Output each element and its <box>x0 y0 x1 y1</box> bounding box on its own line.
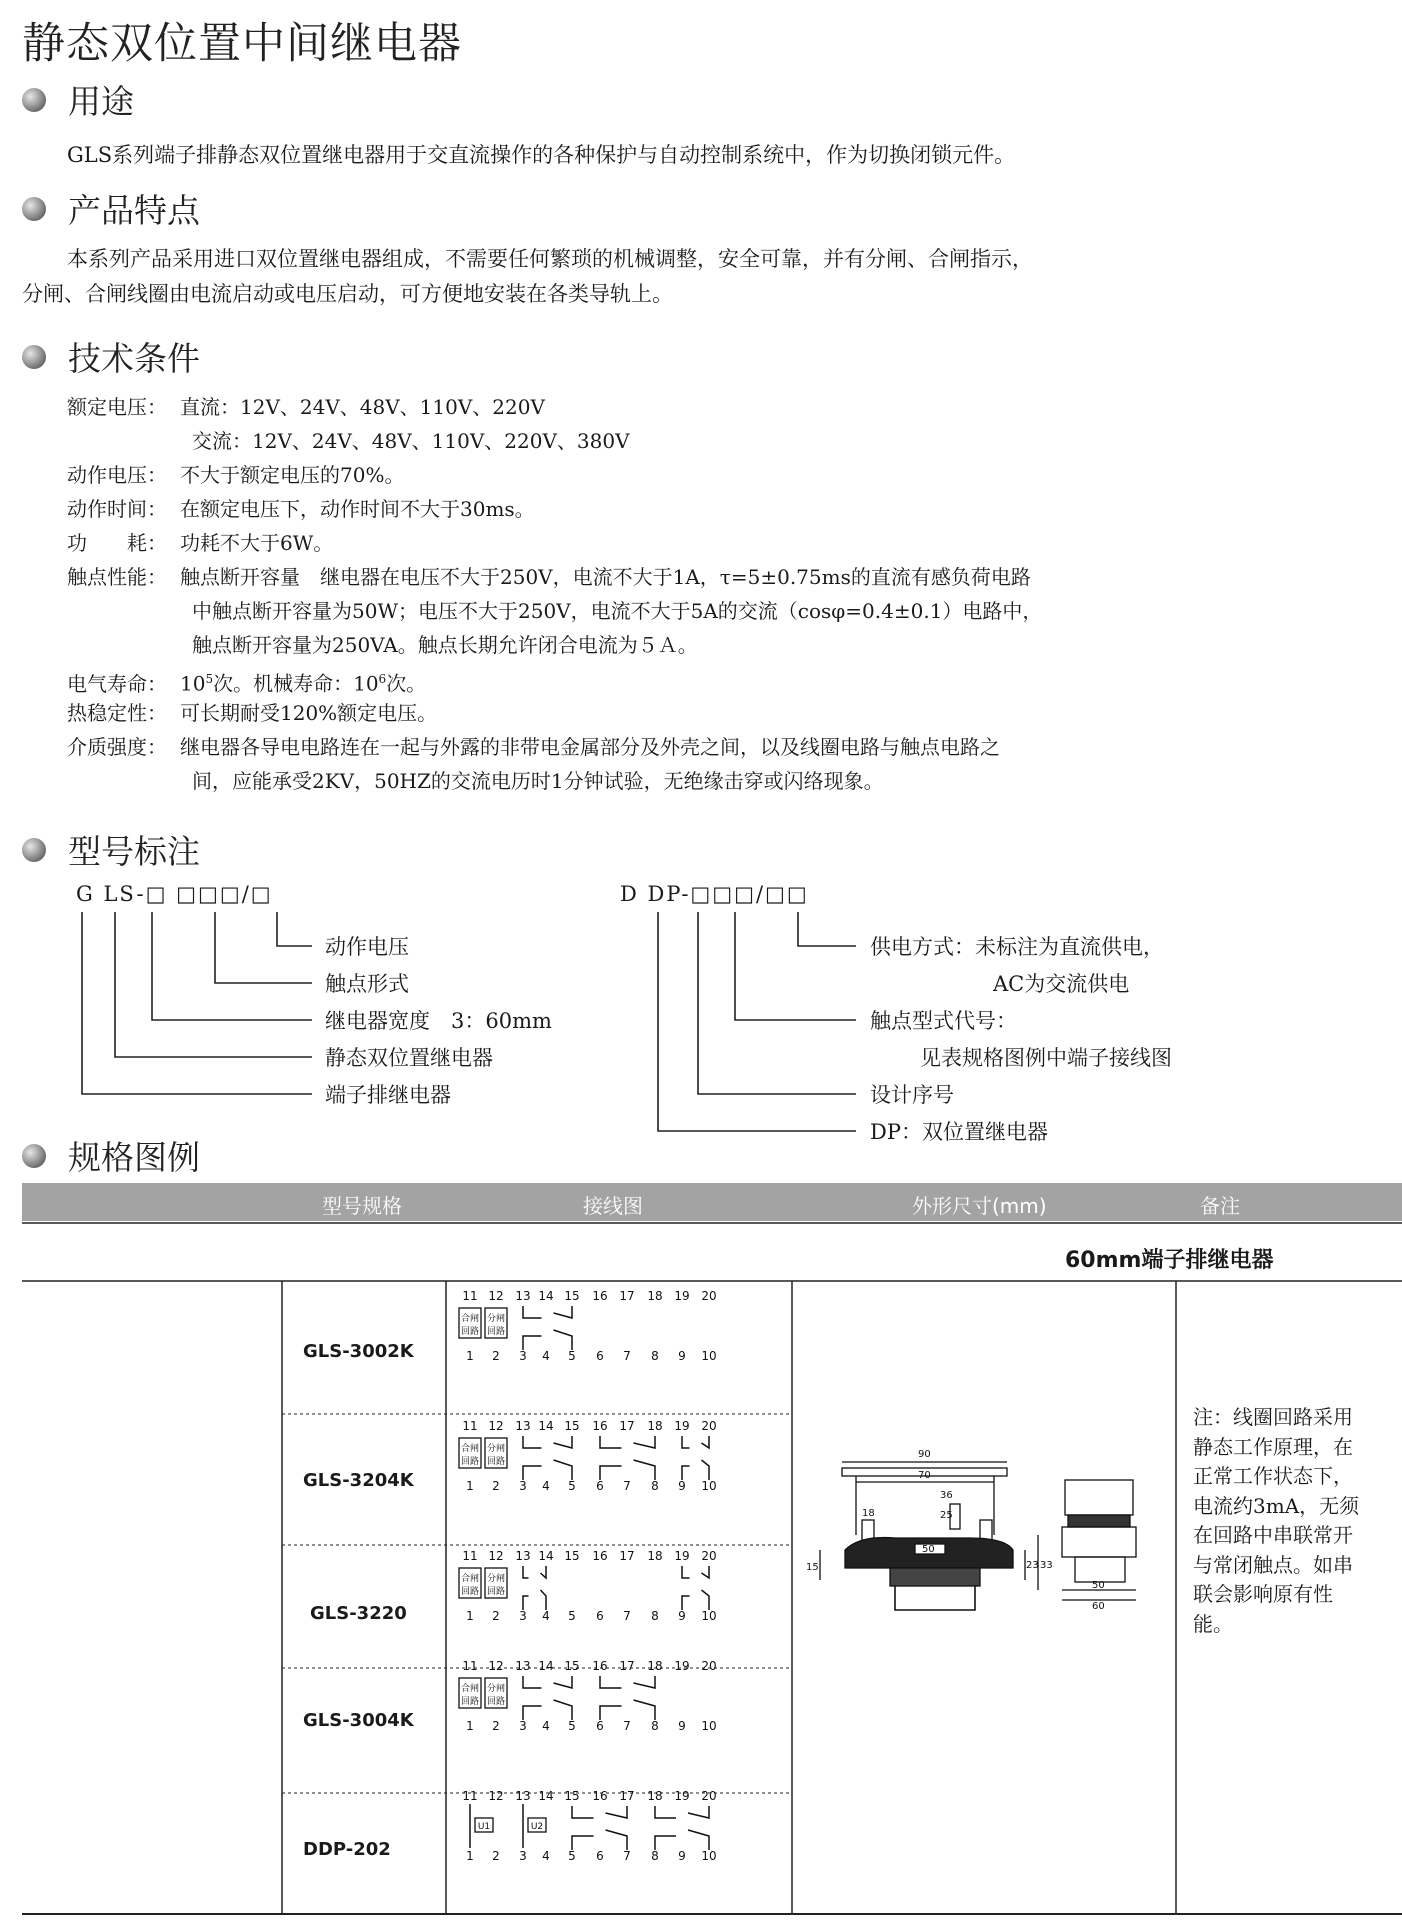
terminal-label-top: 14 <box>538 1419 554 1433</box>
terminal-label-bottom: 4 <box>542 1479 550 1493</box>
terminal-label-bottom: 4 <box>542 1349 550 1363</box>
coil-box-label: 分闸 <box>486 1574 506 1584</box>
coil-box-label: 回路 <box>486 1697 506 1707</box>
dim-label: 90 <box>918 1449 931 1460</box>
coil-box-label: 回路 <box>460 1587 480 1597</box>
dim-label: 15 <box>806 1562 819 1573</box>
section-heading: 型号标注 <box>68 832 200 871</box>
terminal-label-top: 11 <box>462 1659 478 1673</box>
terminal-label-top: 17 <box>619 1289 635 1303</box>
dim-label: 23 <box>1026 1560 1039 1571</box>
terminal-label-bottom: 10 <box>701 1849 717 1863</box>
spec-key: 电气寿命： <box>67 671 167 696</box>
terminal-label-top: 20 <box>701 1789 717 1803</box>
table-row-model: GLS-3204K <box>303 1470 414 1491</box>
table-header-dimensions: 外形尺寸(mm) <box>912 1194 1047 1218</box>
spec-key: 功 耗： <box>67 531 167 555</box>
terminal-label-top: 13 <box>515 1419 531 1433</box>
terminal-label-bottom: 6 <box>596 1849 604 1863</box>
model-label-right-2: AC为交流供电 <box>993 972 1130 996</box>
terminal-label-bottom: 4 <box>542 1849 550 1863</box>
terminal-label-bottom: 10 <box>701 1719 717 1733</box>
terminal-label-top: 11 <box>462 1419 478 1433</box>
terminal-label-top: 11 <box>462 1549 478 1563</box>
table-group-title: 60mm端子排继电器 <box>1065 1248 1274 1273</box>
contact-no-icon <box>682 1460 709 1480</box>
table-row-model: GLS-3004K <box>303 1710 414 1731</box>
table-row-model: GLS-3002K <box>303 1341 414 1362</box>
terminal-label-top: 13 <box>515 1789 531 1803</box>
bullet-icon <box>22 1144 46 1168</box>
terminal-label-top: 12 <box>488 1789 504 1803</box>
usage-text: GLS系列端子排静态双位置继电器用于交直流操作的各种保护与自动控制系统中，作为切换闭锁元件。 <box>67 143 1016 167</box>
wiring-diagrams <box>446 1280 792 1920</box>
model-label-left-5: 端子排继电器 <box>325 1083 451 1107</box>
terminal-label-top: 13 <box>515 1549 531 1563</box>
spec-life-a-exp: 5 <box>205 672 214 686</box>
terminal-label-bottom: 5 <box>568 1479 576 1493</box>
model-label-right-5: 设计序号 <box>870 1083 954 1107</box>
contact-no-icon <box>523 1330 572 1350</box>
contact-no-icon <box>600 1700 655 1720</box>
terminal-label-bottom: 8 <box>651 1719 659 1733</box>
terminal-label-bottom: 4 <box>542 1719 550 1733</box>
contact-no-icon <box>523 1590 546 1610</box>
dim-label: 36 <box>940 1490 953 1501</box>
contact-nc-icon <box>523 1566 546 1578</box>
coil-box-label: 回路 <box>460 1697 480 1707</box>
spec-value: 不大于额定电压的70%。 <box>180 463 405 487</box>
dim-label: 70 <box>918 1470 931 1481</box>
contact-nc-icon <box>682 1436 709 1448</box>
terminal-label-top: 19 <box>674 1419 690 1433</box>
contact-nc-icon <box>523 1436 572 1448</box>
terminal-label-bottom: 6 <box>596 1719 604 1733</box>
terminal-label-bottom: 3 <box>519 1719 527 1733</box>
contact-nc-icon <box>600 1436 655 1448</box>
model-label-right-6: DP：双位置继电器 <box>870 1120 1048 1144</box>
terminal-label-top: 12 <box>488 1659 504 1673</box>
terminal-label-top: 20 <box>701 1289 717 1303</box>
terminal-label-top: 18 <box>647 1789 663 1803</box>
terminal-label-bottom: 7 <box>623 1719 631 1733</box>
terminal-label-top: 18 <box>647 1659 663 1673</box>
terminal-label-top: 16 <box>592 1549 608 1563</box>
coil-box-label: U1 <box>477 1822 491 1832</box>
terminal-label-bottom: 3 <box>519 1609 527 1623</box>
model-label-left-2: 触点形式 <box>325 972 409 996</box>
terminal-label-top: 15 <box>564 1549 580 1563</box>
terminal-label-bottom: 1 <box>466 1609 474 1623</box>
spec-key: 额定电压： <box>67 395 167 419</box>
terminal-label-top: 18 <box>647 1289 663 1303</box>
terminal-label-top: 12 <box>488 1419 504 1433</box>
terminal-label-top: 11 <box>462 1789 478 1803</box>
terminal-label-top: 15 <box>564 1419 580 1433</box>
terminal-label-bottom: 10 <box>701 1479 717 1493</box>
table-header-model: 型号规格 <box>322 1194 402 1218</box>
spec-life-b: 次。机械寿命：10 <box>213 671 379 696</box>
contact-no-icon <box>600 1460 655 1480</box>
terminal-label-bottom: 1 <box>466 1349 474 1363</box>
table-note: 注：线圈回路采用静态工作原理，在正常工作状态下，电流约3mA，无须在回路中串联常开与常闭触点。如串联会影响原有性能。 <box>1193 1405 1360 1636</box>
contact-no-icon <box>523 1700 572 1720</box>
contact-no-icon <box>655 1830 709 1850</box>
terminal-label-top: 15 <box>564 1659 580 1673</box>
features-line2: 分闸、合闸线圈由电流启动或电压启动，可方便地安装在各类导轨上。 <box>22 282 673 306</box>
terminal-label-top: 15 <box>564 1789 580 1803</box>
coil-box-label: 分闸 <box>486 1684 506 1694</box>
terminal-label-top: 20 <box>701 1549 717 1563</box>
coil-box-label: 分闸 <box>486 1314 506 1324</box>
terminal-label-bottom: 9 <box>678 1849 686 1863</box>
table-row-model: GLS-3220 <box>310 1603 407 1624</box>
terminal-label-top: 13 <box>515 1289 531 1303</box>
dim-label: 50 <box>1092 1580 1105 1591</box>
spec-value: 触点断开容量 继电器在电压不大于250V，电流不大于1A，τ=5±0.75ms的直流有感负荷电路 <box>180 565 1031 589</box>
coil-box-label: 合闸 <box>460 1314 480 1324</box>
terminal-label-bottom: 8 <box>651 1349 659 1363</box>
contact-nc-icon <box>600 1676 655 1688</box>
spec-key: 介质强度： <box>67 735 167 759</box>
dim-label: 60 <box>1092 1601 1105 1612</box>
terminal-label-bottom: 6 <box>596 1349 604 1363</box>
spec-rated-voltage-ac: 交流：12V、24V、48V、110V、220V、380V <box>192 429 630 453</box>
spec-value: 功耗不大于6W。 <box>180 531 334 555</box>
spec-life-c: 次。 <box>386 671 427 696</box>
coil-box-label: 合闸 <box>460 1574 480 1584</box>
terminal-label-bottom: 10 <box>701 1349 717 1363</box>
terminal-label-bottom: 2 <box>492 1609 500 1623</box>
contact-nc-icon <box>523 1306 572 1318</box>
model-label-right-4: 见表规格图例中端子接线图 <box>920 1046 1172 1070</box>
model-label-right-1: 供电方式：未标注为直流供电， <box>870 935 1164 959</box>
contact-nc-icon <box>523 1676 572 1688</box>
model-label-right-3: 触点型式代号： <box>870 1009 1017 1033</box>
spec-key: 动作时间： <box>67 497 167 521</box>
section-spec <box>22 1132 200 1179</box>
terminal-label-bottom: 2 <box>492 1479 500 1493</box>
dim-label: 33 <box>1040 1560 1053 1571</box>
contact-nc-icon <box>655 1806 709 1818</box>
page-title: 静态双位置中间继电器 <box>22 19 462 69</box>
coil-box-label: 回路 <box>486 1457 506 1467</box>
dimension-drawing <box>800 1440 1160 1640</box>
spec-value: 直流：12V、24V、48V、110V、220V <box>180 395 545 419</box>
terminal-label-bottom: 2 <box>492 1349 500 1363</box>
terminal-label-bottom: 9 <box>678 1349 686 1363</box>
terminal-label-top: 17 <box>619 1789 635 1803</box>
coil-box-label: 回路 <box>460 1457 480 1467</box>
dim-label: 25 <box>940 1510 953 1521</box>
terminal-label-top: 20 <box>701 1659 717 1673</box>
terminal-label-bottom: 5 <box>568 1849 576 1863</box>
terminal-label-bottom: 8 <box>651 1609 659 1623</box>
terminal-label-top: 17 <box>619 1659 635 1673</box>
coil-box-label: 回路 <box>486 1327 506 1337</box>
spec-value: 继电器各导电电路连在一起与外露的非带电金属部分及外壳之间，以及线圈电路与触点电路之 <box>180 735 1000 759</box>
terminal-label-top: 15 <box>564 1289 580 1303</box>
terminal-label-bottom: 5 <box>568 1609 576 1623</box>
model-code-right: D DP-□□□/□□ <box>620 882 809 906</box>
dim-label: 18 <box>862 1508 875 1519</box>
contact-no-icon <box>572 1830 627 1850</box>
model-code-left: G LS-□ □□□/□ <box>76 882 273 906</box>
terminal-label-bottom: 5 <box>568 1719 576 1733</box>
terminal-label-bottom: 9 <box>678 1479 686 1493</box>
terminal-label-bottom: 9 <box>678 1609 686 1623</box>
terminal-label-bottom: 2 <box>492 1719 500 1733</box>
terminal-label-top: 19 <box>674 1549 690 1563</box>
terminal-label-top: 13 <box>515 1659 531 1673</box>
spec-key: 动作电压： <box>67 463 167 487</box>
terminal-label-top: 16 <box>592 1659 608 1673</box>
terminal-label-top: 12 <box>488 1289 504 1303</box>
terminal-label-top: 17 <box>619 1419 635 1433</box>
terminal-label-top: 11 <box>462 1289 478 1303</box>
spec-life-a: 10 <box>180 671 206 696</box>
terminal-label-bottom: 3 <box>519 1849 527 1863</box>
coil-box-label: 合闸 <box>460 1684 480 1694</box>
terminal-label-top: 16 <box>592 1789 608 1803</box>
section-heading: 用途 <box>68 82 134 121</box>
terminal-label-top: 14 <box>538 1289 554 1303</box>
terminal-label-bottom: 7 <box>623 1479 631 1493</box>
terminal-label-bottom: 3 <box>519 1479 527 1493</box>
section-heading: 规格图例 <box>68 1138 200 1177</box>
coil-box-label: 分闸 <box>486 1444 506 1454</box>
terminal-label-bottom: 7 <box>623 1609 631 1623</box>
spec-value: 在额定电压下，动作时间不大于30ms。 <box>180 497 535 521</box>
terminal-label-top: 18 <box>647 1549 663 1563</box>
terminal-label-bottom: 6 <box>596 1609 604 1623</box>
spec-contact-line2: 中触点断开容量为50W；电压不大于250V，电流不大于5A的交流（cosφ=0.4±0.1）电路中， <box>192 599 1043 623</box>
terminal-label-bottom: 4 <box>542 1609 550 1623</box>
terminal-label-bottom: 8 <box>651 1479 659 1493</box>
terminal-label-bottom: 1 <box>466 1479 474 1493</box>
contact-nc-icon <box>682 1566 709 1578</box>
terminal-label-bottom: 2 <box>492 1849 500 1863</box>
coil-box-label: 回路 <box>460 1327 480 1337</box>
contact-no-icon <box>682 1590 709 1610</box>
spec-contact-line3: 触点断开容量为250VA。触点长期允许闭合电流为５Ａ。 <box>192 633 698 657</box>
model-label-left-3: 继电器宽度 3：60mm <box>325 1009 552 1033</box>
terminal-label-top: 16 <box>592 1419 608 1433</box>
table-header-wiring: 接线图 <box>583 1194 643 1218</box>
terminal-label-bottom: 7 <box>623 1349 631 1363</box>
spec-dielectric-line2: 间，应能承受2KV，50HZ的交流电历时1分钟试验，无绝缘击穿或闪络现象。 <box>192 769 884 793</box>
coil-box-label: 合闸 <box>460 1444 480 1454</box>
model-label-left-1: 动作电压 <box>325 935 409 959</box>
terminal-label-bottom: 5 <box>568 1349 576 1363</box>
terminal-label-bottom: 7 <box>623 1849 631 1863</box>
terminal-label-top: 18 <box>647 1419 663 1433</box>
terminal-label-top: 19 <box>674 1789 690 1803</box>
coil-box-label: U2 <box>530 1822 544 1832</box>
dim-label: 50 <box>922 1544 935 1555</box>
spec-life-b-exp: 6 <box>378 672 387 686</box>
spec-key: 热稳定性： <box>67 701 167 725</box>
terminal-label-bottom: 3 <box>519 1349 527 1363</box>
contact-no-icon <box>523 1460 572 1480</box>
model-label-left-4: 静态双位置继电器 <box>325 1046 493 1070</box>
spec-value: 可长期耐受120%额定电压。 <box>180 701 438 725</box>
table-header-notes: 备注 <box>1200 1194 1240 1218</box>
section-heading: 产品特点 <box>68 191 200 230</box>
terminal-label-top: 19 <box>674 1289 690 1303</box>
terminal-label-bottom: 10 <box>701 1609 717 1623</box>
terminal-label-top: 17 <box>619 1549 635 1563</box>
terminal-label-top: 14 <box>538 1659 554 1673</box>
section-heading: 技术条件 <box>68 339 200 378</box>
terminal-label-top: 14 <box>538 1549 554 1563</box>
contact-nc-icon <box>572 1806 627 1818</box>
terminal-label-top: 12 <box>488 1549 504 1563</box>
coil-box-label: 回路 <box>486 1587 506 1597</box>
terminal-label-bottom: 8 <box>651 1849 659 1863</box>
terminal-label-bottom: 1 <box>466 1719 474 1733</box>
terminal-label-bottom: 9 <box>678 1719 686 1733</box>
terminal-label-top: 16 <box>592 1289 608 1303</box>
terminal-label-bottom: 1 <box>466 1849 474 1863</box>
features-line1: 本系列产品采用进口双位置继电器组成，不需要任何繁琐的机械调整，安全可靠，并有分闸、合闸指示， <box>67 247 1033 271</box>
table-row-model: DDP-202 <box>303 1839 391 1860</box>
terminal-label-bottom: 6 <box>596 1479 604 1493</box>
terminal-label-top: 14 <box>538 1789 554 1803</box>
spec-key: 触点性能： <box>67 565 167 589</box>
terminal-label-top: 19 <box>674 1659 690 1673</box>
terminal-label-top: 20 <box>701 1419 717 1433</box>
